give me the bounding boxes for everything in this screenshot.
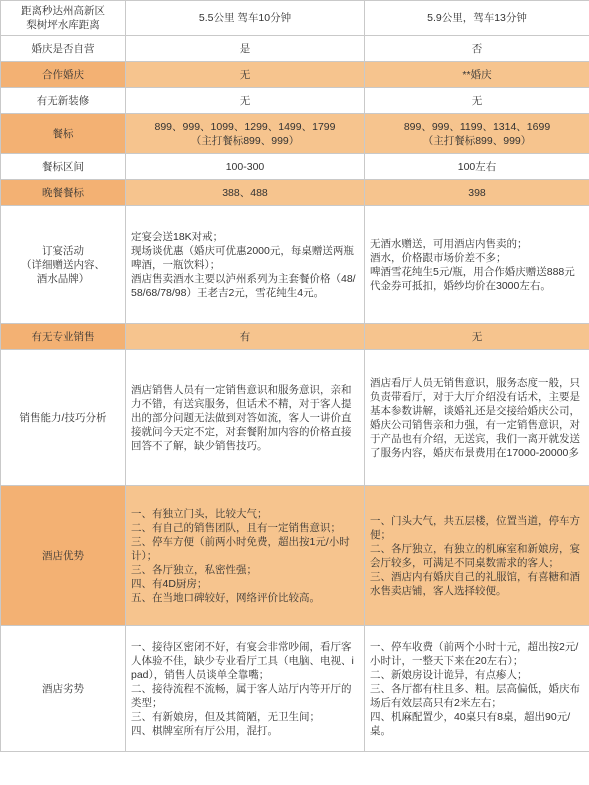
venue-a-cell: 一、接待区密闭不好，有宴会非常吵闹，看厅客人体验不佳，缺少专业看厅工具（电脑、电视、ipad），销售人员谈单全靠嘴； 二、接待流程不流畅，属于客人站厅内等开厅的类型； 三、有新娘房，但及其简陋，无卫生间； 四、棋牌室所有厅公用，混打。 — [126, 626, 365, 752]
venue-a-cell: 100-300 — [126, 154, 365, 180]
table-row — [1, 88, 589, 114]
venue-a-cell: 388、488 — [126, 180, 365, 206]
venue-a-cell: 5.5公里 驾车10分钟 — [126, 1, 365, 36]
venue-b-cell: 无 — [365, 324, 589, 350]
venue-a-cell: 无 — [126, 88, 365, 114]
venue-a-cell: 899、999、1099、1299、1499、1799 （主打餐标899、999） — [126, 114, 365, 154]
row-label: 合作婚庆 — [1, 62, 126, 88]
row-label: 有无专业销售 — [1, 324, 126, 350]
row-label: 距离秒达州高新区 梨树坪水库距离 — [1, 1, 126, 36]
venue-b-cell: 无 — [365, 88, 589, 114]
row-label: 有无新装修 — [1, 88, 126, 114]
venue-a-cell: 酒店销售人员有一定销售意识和服务意识，亲和力不错，有送宾服务，但话术不精，对于客人提出的部分问题无法做到对答如流，客人一讲价直接就问今天定不定，对套餐附加内容的价格直接回答不了解，缺少销售技巧。 — [126, 350, 365, 486]
table-row — [1, 154, 589, 180]
venue-b-cell: 酒店看厅人员无销售意识，服务态度一般，只负责带看厅，对于大厅介绍没有话术，主要是基本参数讲解，谈婚礼还是交接给婚庆公司，婚庆公司销售亲和力强，有一定销售意识，对于产品也有介绍，无送宾，我们一离开就发送了服务内容，婚庆布景费用在17000-20000多 — [365, 350, 589, 486]
venue-b-cell: 398 — [365, 180, 589, 206]
venue-a-cell: 定宴会送18K对戒； 现场谈优惠（婚庆可优惠2000元，每桌赠送两瓶啤酒，一瓶饮料）； 酒店售卖酒水主要以泸州系列为主套餐价格（48/58/68/78/98）王老吉2元，雪花纯生4元。 — [126, 206, 365, 324]
venue-b-cell: 一、门头大气，共五层楼，位置当道，停车方便； 二、各厅独立，有独立的机麻室和新娘房，宴会厅较多，可满足不同桌数需求的客人； 三、酒店内有婚庆自己的礼服馆，有喜糖和酒水售卖店铺，客人选择较便。 — [365, 486, 589, 626]
table-row — [1, 180, 589, 206]
venue-b-cell: 一、停车收费（前两个小时十元，超出按2元/小时计，一整天下来在20左右）； 二、新娘房设计诡异，有点瘆人； 三、各厅都有柱且多、粗。层高偏低，婚庆布场后有效层高只有2米左右； 四、机麻配置少，40桌只有8桌，超出90元/桌。 — [365, 626, 589, 752]
table-row — [1, 1, 589, 36]
table-row — [1, 486, 589, 626]
venue-b-cell: 100左右 — [365, 154, 589, 180]
venue-a-cell: 一、有独立门头，比较大气； 二、有自己的销售团队，且有一定销售意识； 三、停车方便（前两小时免费，超出按1元/小时计）； 三、各厅独立，私密性强； 四、有4D厨房； 五、在当地口碑较好，网络评价比较高。 — [126, 486, 365, 626]
row-label: 订宴活动 （详细赠送内容、 酒水品牌） — [1, 206, 126, 324]
table-row — [1, 114, 589, 154]
row-label: 婚庆是否自营 — [1, 36, 126, 62]
venue-b-cell: 5.9公里，驾车13分钟 — [365, 1, 589, 36]
table-row — [1, 62, 589, 88]
table-row — [1, 206, 589, 324]
table-row — [1, 350, 589, 486]
venue-b-cell: 899、999、1199、1314、1699 （主打餐标899、999） — [365, 114, 589, 154]
venue-a-cell: 是 — [126, 36, 365, 62]
venue-a-cell: 无 — [126, 62, 365, 88]
table-row — [1, 36, 589, 62]
venue-b-cell: **婚庆 — [365, 62, 589, 88]
row-label: 餐标区间 — [1, 154, 126, 180]
venue-b-cell: 无酒水赠送，可用酒店内售卖的； 酒水，价格跟市场价差不多； 啤酒雪花纯生5元/瓶，用合作婚庆赠送888元代金券可抵扣，婚纱均价在3000左右。 — [365, 206, 589, 324]
comparison-table-body — [1, 1, 589, 752]
row-label: 酒店劣势 — [1, 626, 126, 752]
table-row — [1, 324, 589, 350]
venue-a-cell: 有 — [126, 324, 365, 350]
table-row — [1, 626, 589, 752]
venue-b-cell: 否 — [365, 36, 589, 62]
row-label: 酒店优势 — [1, 486, 126, 626]
row-label: 销售能力/技巧分析 — [1, 350, 126, 486]
row-label: 晚餐餐标 — [1, 180, 126, 206]
row-label: 餐标 — [1, 114, 126, 154]
